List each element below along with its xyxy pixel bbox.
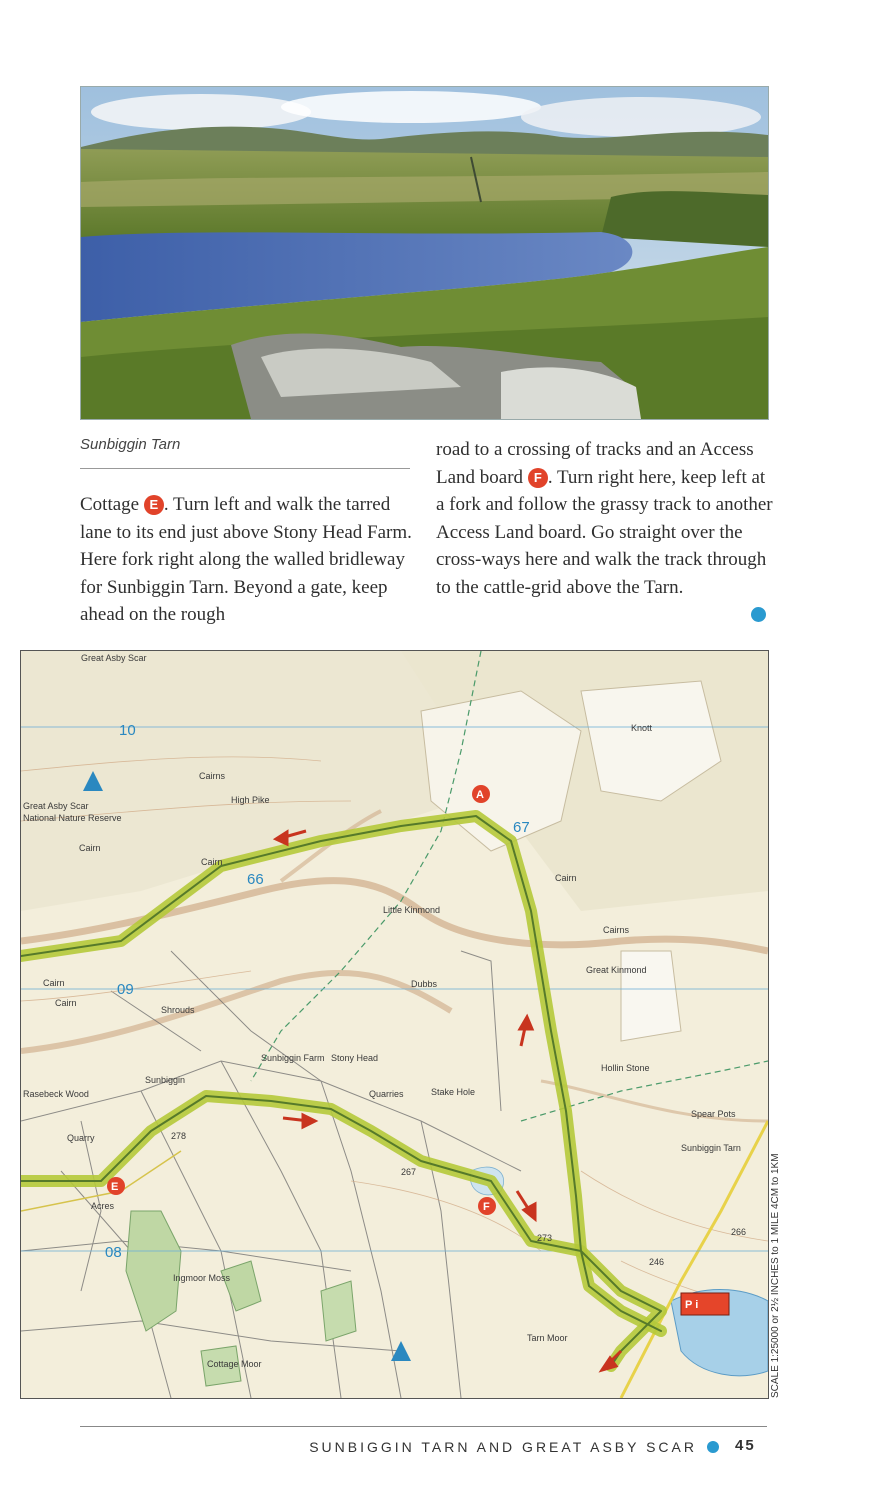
- map-label-reserve-2: National Nature Reserve: [23, 813, 122, 823]
- map-waypoint-f: F: [483, 1201, 490, 1213]
- map-label-tarn-moor: Tarn Moor: [527, 1333, 568, 1343]
- caption-divider: [80, 468, 410, 469]
- map-label-cairns-right: Cairns: [603, 925, 630, 935]
- map-grid-08: 08: [105, 1244, 122, 1261]
- map-label-elev-266: 266: [731, 1227, 747, 1237]
- body-text-left-column: [80, 491, 416, 629]
- map-grid-10: 10: [119, 722, 136, 739]
- map-label-rayseat-wood: Rasebeck Wood: [23, 1089, 89, 1099]
- map-label-ingmoor-moss: Ingmoor Moss: [173, 1273, 231, 1283]
- map-label-stake-hole: Stake Hole: [431, 1087, 476, 1097]
- map-label-shrouds: Shrouds: [161, 1005, 195, 1015]
- body-text-right-part1: road to a crossing of tracks and an Access Land board: [436, 439, 754, 488]
- map-label-sunbiggin-tarn: Sunbiggin Tarn: [681, 1143, 741, 1153]
- map-label-great-kinmond: Great Kinmond: [586, 965, 647, 975]
- map-label-cairn-3: Cairn: [43, 978, 65, 988]
- map-label-cairn-4: Cairn: [55, 998, 77, 1008]
- body-text-left-part2: . Turn left and walk the tarred lane to its end just above Stony Head Farm. Here fork right along the walled bridleway for Sunbiggin Tarn. Beyond a gate, keep ahead on the rough: [80, 494, 412, 626]
- map-waypoint-e: E: [111, 1181, 119, 1193]
- running-footer-title: SUNBIGGIN TARN AND GREAT ASBY SCAR: [309, 1439, 697, 1455]
- map-label-acres: Acres: [91, 1201, 115, 1211]
- body-text-right-part2: . Turn right here, keep left at a fork and follow the grassy track to another Access Land board. Go straight over the cross-ways here and walk the track through to the cattle-grid above the Tarn.: [436, 466, 773, 598]
- map-waypoint-a: A: [476, 789, 484, 801]
- map-label-spear-pots: Spear Pots: [691, 1109, 736, 1119]
- map-label-elev-273: 273: [537, 1233, 553, 1243]
- map-label-stony-head: Stony Head: [331, 1053, 379, 1063]
- map-label-cairn-2: Cairn: [201, 857, 223, 867]
- map-label-quarries: Quarries: [369, 1089, 404, 1099]
- map-label-elev-278: 278: [171, 1131, 187, 1141]
- sunbiggin-tarn-photo: [80, 86, 769, 420]
- map-grid-67: 67: [513, 819, 530, 836]
- map-label-elev-246: 246: [649, 1257, 665, 1267]
- map-label-hollin-stone: Hollin Stone: [601, 1063, 650, 1073]
- map-label-knott: Knott: [631, 723, 653, 733]
- footer-divider: [80, 1426, 767, 1427]
- page-number: 45: [735, 1437, 756, 1454]
- map-grid-66: 66: [247, 871, 264, 888]
- body-text-right-column: [436, 436, 776, 602]
- map-label-cairns: Cairns: [199, 771, 226, 781]
- footer-dot: [707, 1441, 719, 1453]
- map-label-sunbiggin: Sunbiggin: [145, 1075, 186, 1085]
- map-label-dubbs: Dubbs: [411, 979, 438, 989]
- route-map: [20, 650, 769, 1399]
- map-label-little-kinmond: Little Kinmond: [383, 905, 441, 915]
- waypoint-e-marker: E: [144, 495, 164, 515]
- map-label-quarry: Quarry: [67, 1133, 95, 1143]
- section-end-dot: [751, 607, 766, 622]
- map-label-cairn-1: Cairn: [79, 843, 101, 853]
- photo-caption: Sunbiggin Tarn: [80, 436, 181, 453]
- map-grid-09: 09: [117, 981, 134, 998]
- map-label-cottage-moor: Cottage Moor: [207, 1359, 262, 1369]
- body-text-left-part1: Cottage: [80, 494, 144, 515]
- map-label-high-pike: High Pike: [231, 795, 270, 805]
- map-label-cairn-right: Cairn: [555, 873, 577, 883]
- waypoint-f-marker: F: [528, 468, 548, 488]
- map-label-sunbiggin-farm: Sunbiggin Farm: [261, 1053, 325, 1063]
- map-scale-note: SCALE 1:25000 or 2½ INCHES to 1 MILE 4CM to 1KM: [770, 1153, 781, 1398]
- map-label-great-asby-scar: Great Asby Scar: [81, 653, 147, 663]
- map-label-elev-267: 267: [401, 1167, 417, 1177]
- map-parking-sign: P i: [685, 1299, 699, 1311]
- map-label-reserve-1: Great Asby Scar: [23, 801, 89, 811]
